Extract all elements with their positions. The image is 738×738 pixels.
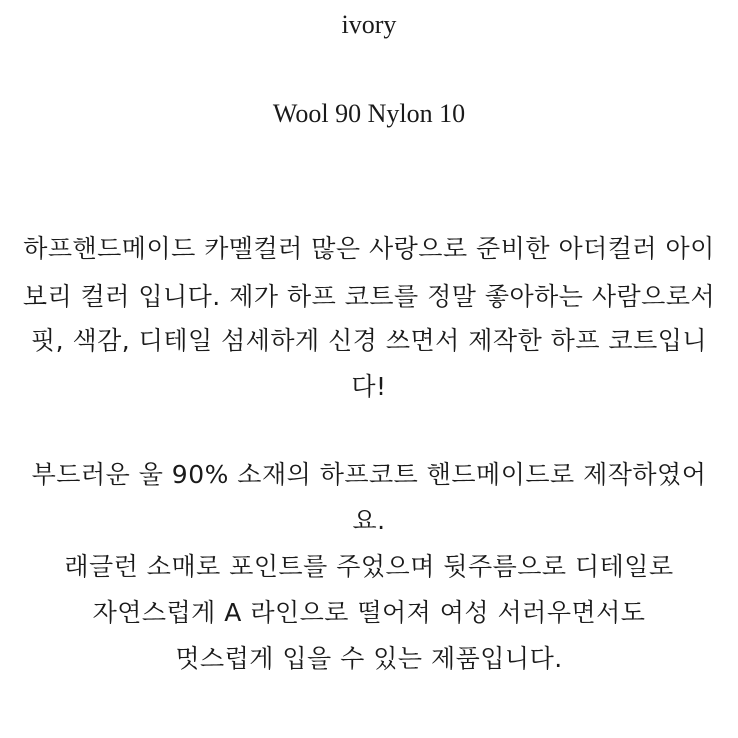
- color-name: ivory: [341, 10, 397, 39]
- paragraph-line: 핏, 색감, 디테일 섬세하게 신경 쓰면서 제작한 하프 코트입니: [30, 326, 708, 355]
- paragraph-line: 요.: [352, 506, 386, 535]
- paragraph-line: 멋스럽게 입을 수 있는 제품입니다.: [175, 644, 563, 673]
- paragraph-line: 래글런 소매로 포인트를 주었으며 뒷주름으로 디테일로: [64, 552, 674, 581]
- paragraph-line: 자연스럽게 A 라인으로 떨어져 여성 서러우면서도: [92, 598, 646, 627]
- paragraph-line: 부드러운 울 90% 소재의 하프코트 핸드메이드로 제작하였어: [31, 460, 707, 489]
- paragraph-line: 보리 컬러 입니다. 제가 하프 코트를 정말 좋아하는 사람으로서: [22, 282, 716, 311]
- paragraph-line: 다!: [351, 372, 387, 401]
- paragraph-line: 하프핸드메이드 카멜컬러 많은 사랑으로 준비한 아더컬러 아이: [23, 234, 715, 263]
- material-composition: Wool 90 Nylon 10: [272, 99, 466, 128]
